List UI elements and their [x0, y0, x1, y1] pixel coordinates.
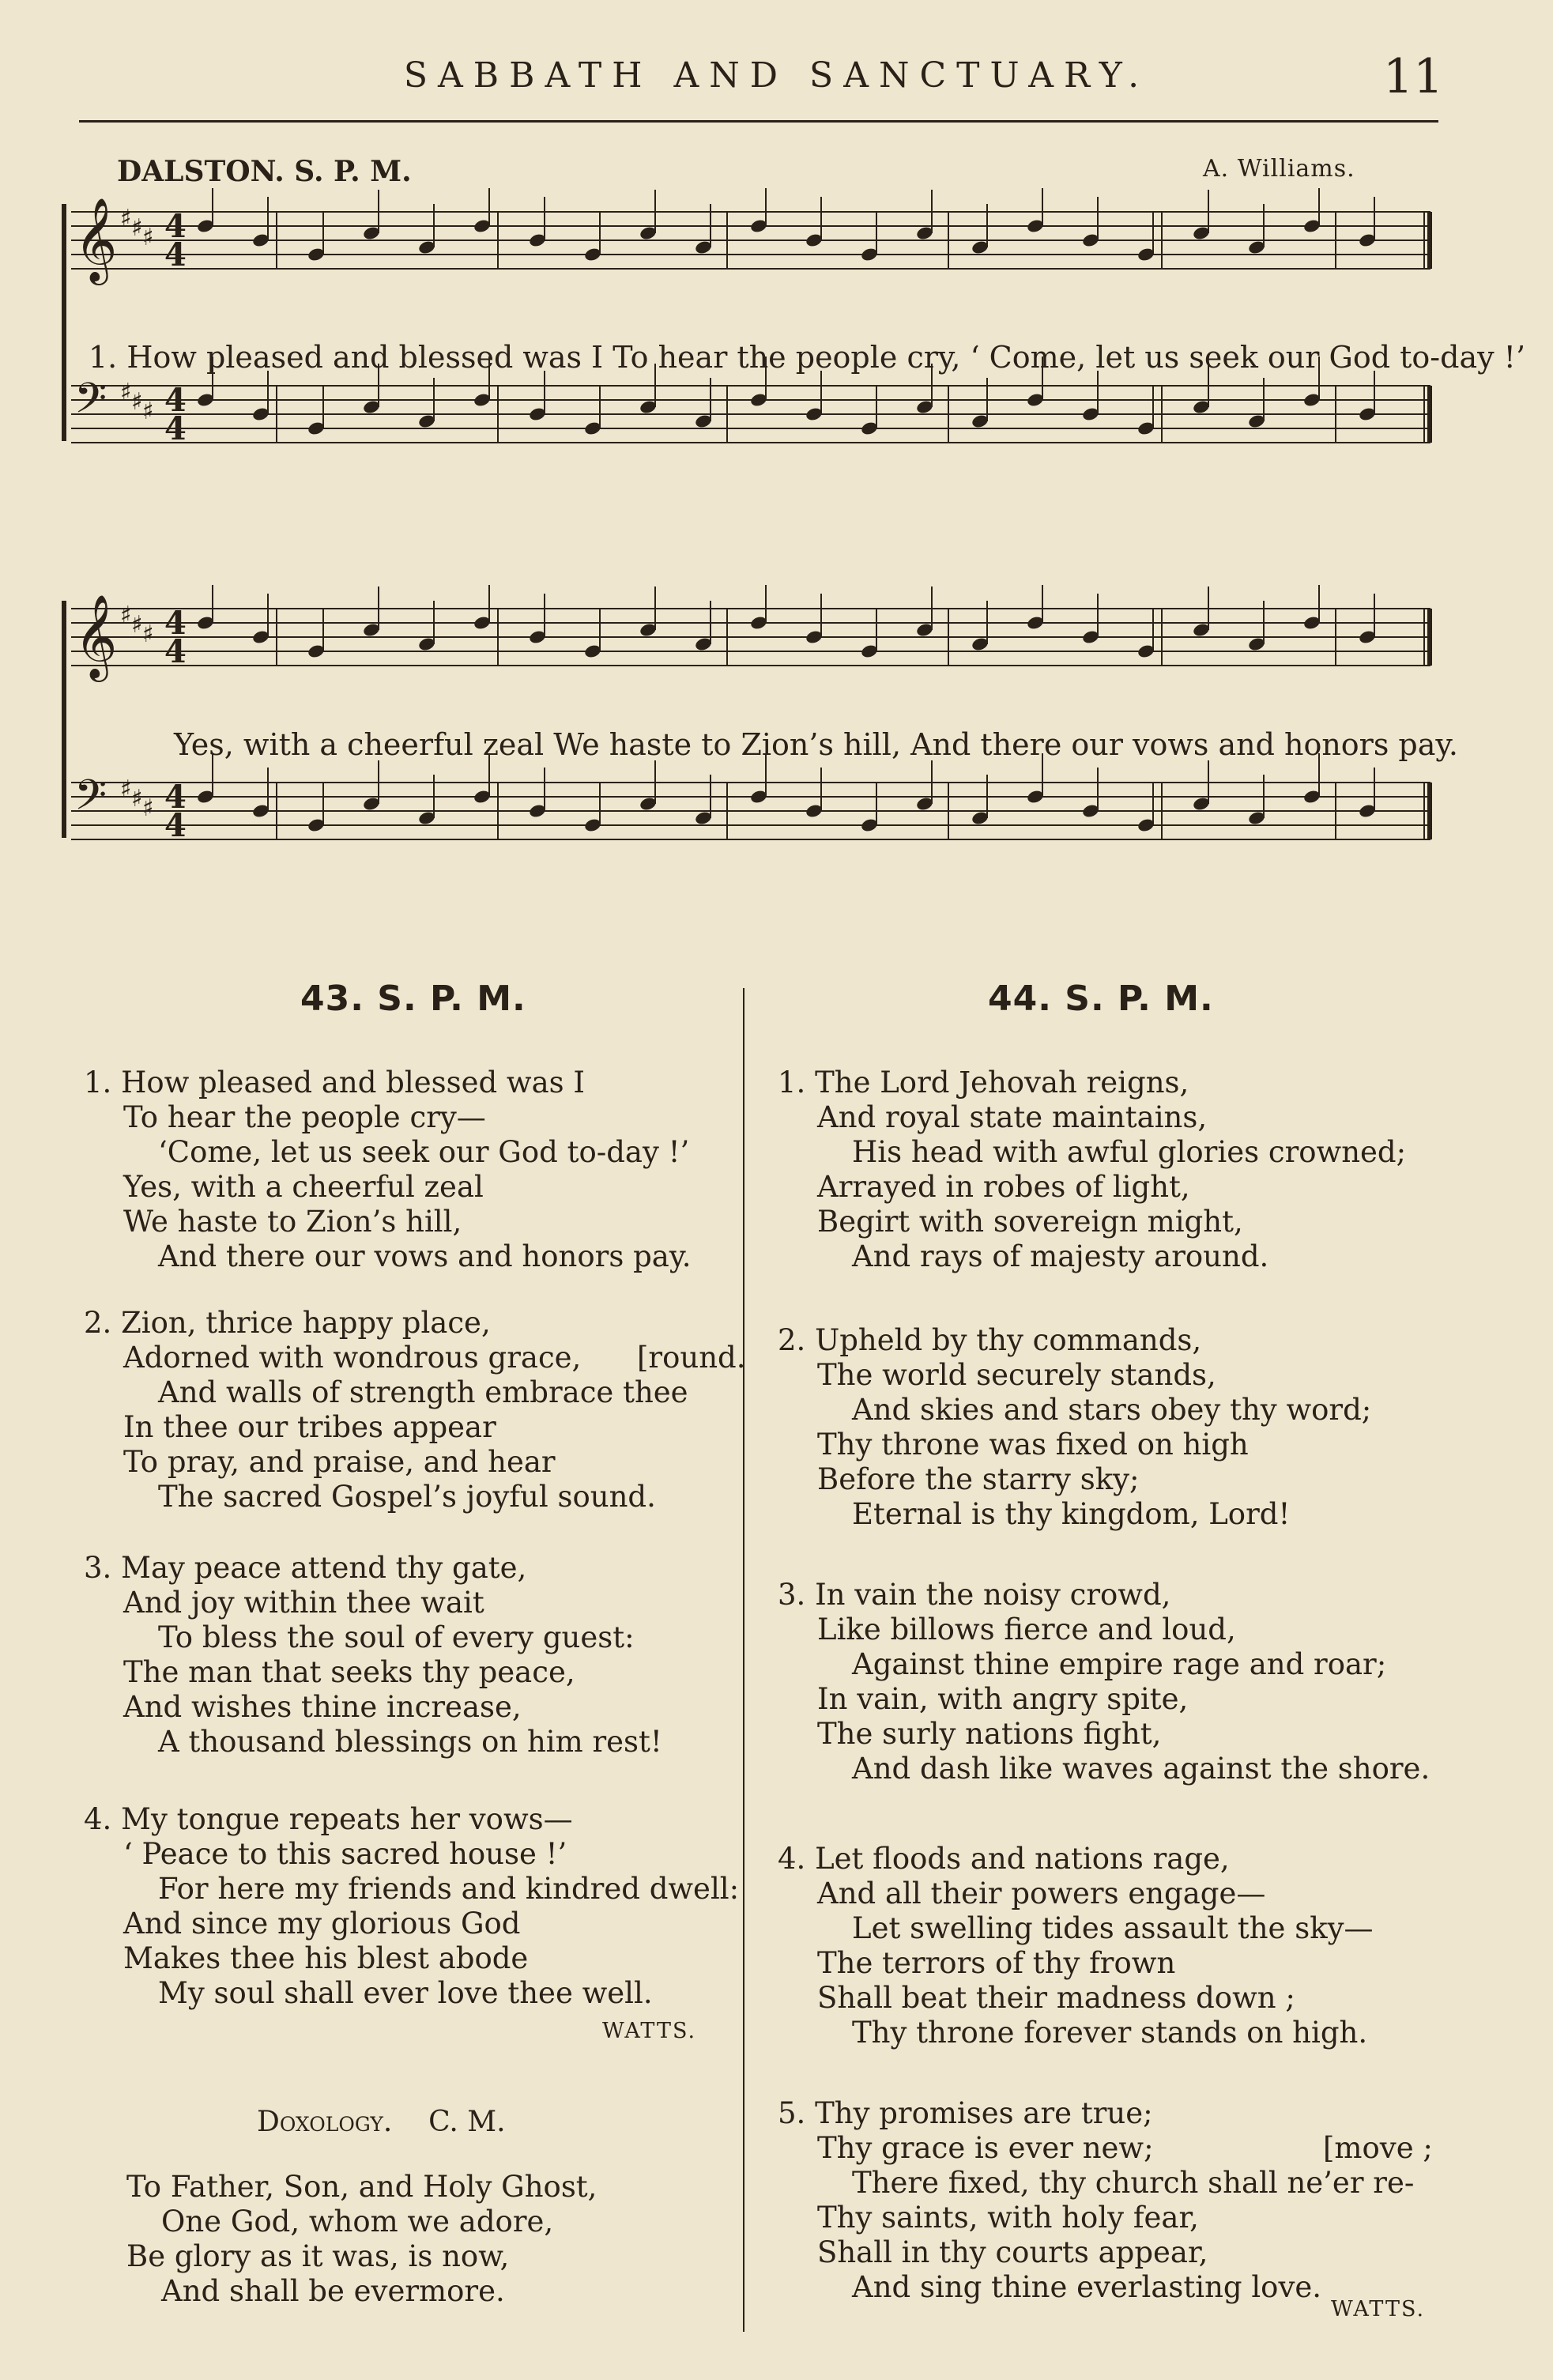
- sharp-icon: ♯: [120, 602, 132, 629]
- sharp-icon: ♯: [120, 205, 132, 232]
- verse-line: 3. In vain the noisy crowd,: [778, 1578, 1171, 1612]
- treble-clef-icon: 𝄞: [74, 594, 118, 678]
- verse-line: To bless the soul of every guest:: [158, 1620, 635, 1654]
- verse-line: And rays of majesty around.: [852, 1239, 1269, 1273]
- verse-line: Thy grace is ever new;: [817, 2131, 1154, 2165]
- verse-line: 3. May peace attend thy gate,: [84, 1551, 527, 1585]
- hymn-44-stanza-1: [778, 1066, 1406, 1274]
- verse-line: In thee our tribes appear: [123, 1410, 496, 1444]
- verse-line: Adorned with wondrous grace,: [123, 1341, 582, 1375]
- verse-line: And joy within thee wait: [123, 1586, 484, 1620]
- verse-line: And shall be evermore.: [161, 2274, 505, 2308]
- verse-line: In vain, with angry spite,: [817, 1682, 1189, 1716]
- sharp-icon: ♯: [120, 379, 132, 406]
- verse-line: One God, whom we adore,: [161, 2205, 554, 2239]
- tune-name: DALSTON. S. P. M.: [117, 155, 412, 188]
- verse-line: 4. My tongue repeats her vows—: [84, 1802, 573, 1836]
- verse-line: And royal state maintains,: [817, 1100, 1208, 1134]
- header-rule: [79, 120, 1438, 123]
- hymn-44-heading: 44. S. P. M.: [988, 979, 1214, 1019]
- verse-line: Arrayed in robes of light,: [817, 1170, 1190, 1204]
- verse-line: The surly nations fight,: [817, 1717, 1162, 1751]
- verse-line: Thy throne was fixed on high: [817, 1428, 1249, 1462]
- sharp-icon: ♯: [142, 224, 154, 251]
- verse-line: There fixed, thy church shall ne’er re-: [852, 2166, 1415, 2200]
- doxology-title: [257, 2106, 506, 2138]
- sharp-icon: ♯: [131, 214, 143, 242]
- running-title: SABBATH AND SANCTUARY.: [403, 55, 1150, 96]
- hymn-44-author: WATTS.: [1331, 2297, 1426, 2322]
- time-signature: 4: [164, 236, 187, 273]
- hymn-44-stanza-4: [778, 1842, 1374, 2050]
- sharp-icon: ♯: [131, 785, 143, 813]
- music-system-2: [55, 585, 1458, 925]
- verse-line: A thousand blessings on him rest!: [158, 1725, 662, 1759]
- verse-line: My soul shall ever love thee well.: [158, 1976, 653, 2010]
- verse-line: We haste to Zion’s hill,: [123, 1205, 462, 1239]
- sharp-icon: ♯: [131, 388, 143, 416]
- verse-line: 2. Upheld by thy commands,: [778, 1323, 1202, 1357]
- bass-clef-icon: 𝄢: [74, 375, 107, 433]
- doxology-meter: C. M.: [428, 2106, 506, 2138]
- doxology-label: Doxology.: [257, 2106, 393, 2138]
- verse-line: Shall in thy courts appear,: [817, 2235, 1208, 2269]
- verse-line: To pray, and praise, and hear: [123, 1445, 556, 1479]
- verse-line: His head with awful glories crowned;: [852, 1135, 1407, 1169]
- verse-line: 4. Let floods and nations rage,: [778, 1842, 1230, 1876]
- time-signature: 4: [164, 410, 187, 447]
- sharp-icon: ♯: [142, 620, 154, 648]
- verse-line: Let swelling tides assault the sky—: [852, 1911, 1374, 1945]
- verse-line: And wishes thine increase,: [123, 1690, 522, 1724]
- verse-line: And sing thine everlasting love.: [852, 2270, 1322, 2304]
- lyrics-line-2: Yes, with a cheerful zeal We haste to Zion’s hill, And there our vows and honors pay.: [174, 727, 1458, 762]
- verse-line: ‘Come, let us seek our God to-day !’: [158, 1135, 690, 1169]
- verse-line: Eternal is thy kingdom, Lord!: [852, 1497, 1291, 1531]
- verse-line: ‘ Peace to this sacred house !’: [123, 1837, 567, 1871]
- sharp-icon: ♯: [120, 775, 132, 803]
- column-divider: [743, 988, 744, 2332]
- final-bar-thick: [1427, 783, 1432, 839]
- time-signature: 4: [164, 807, 187, 844]
- time-signature: 4: [164, 633, 187, 670]
- bracket-turnover: [move ;: [1323, 2131, 1433, 2165]
- verse-line: Against thine empire rage and roar;: [852, 1647, 1387, 1681]
- hymn-43-stanza-3: [84, 1551, 662, 1760]
- verse-line: And walls of strength embrace thee: [158, 1375, 688, 1409]
- hymn-44-stanza-5: [778, 2096, 1433, 2305]
- hymn-44-stanza-3: [778, 1578, 1430, 1786]
- verse-line: Makes thee his blest abode: [123, 1941, 529, 1975]
- verse-line: Shall beat their madness down ;: [817, 1981, 1295, 2015]
- music-system-1: [55, 188, 1526, 520]
- verse-line: Be glory as it was, is now,: [126, 2239, 510, 2273]
- time-signature: 4: [164, 208, 187, 245]
- composer: A. Williams.: [1203, 155, 1355, 183]
- lyrics-line-1: 1. How pleased and blessed was I To hear the people cry, ‘ Come, let us seek our God to-day !’: [89, 340, 1526, 375]
- verse-line: The world securely stands,: [817, 1358, 1216, 1392]
- system-brace: [62, 601, 66, 838]
- verse-line: To Father, Son, and Holy Ghost,: [126, 2170, 597, 2204]
- sharp-icon: ♯: [142, 398, 154, 425]
- hymn-43-stanza-1: [84, 1066, 692, 1274]
- verse-line: For here my friends and kindred dwell:: [158, 1872, 740, 1906]
- bracket-turnover: [round.: [637, 1341, 746, 1375]
- sharp-icon: ♯: [142, 794, 154, 822]
- verse-line: 1. The Lord Jehovah reigns,: [778, 1066, 1189, 1099]
- treble-clef-icon: 𝄞: [74, 197, 118, 281]
- doxology-stanza: [126, 2170, 597, 2309]
- verse-line: Yes, with a cheerful zeal: [123, 1170, 484, 1204]
- hymn-43-heading: 43. S. P. M.: [300, 979, 526, 1019]
- verse-line: The sacred Gospel’s joyful sound.: [158, 1480, 656, 1514]
- verse-line: 2. Zion, thrice happy place,: [84, 1306, 491, 1340]
- sharp-icon: ♯: [131, 611, 143, 639]
- time-signature: 4: [164, 779, 187, 816]
- hymn-43-author: WATTS.: [602, 2019, 697, 2043]
- final-bar-thick: [1427, 386, 1432, 443]
- time-signature: 4: [164, 605, 187, 642]
- hymn-44-stanza-2: [778, 1323, 1371, 1532]
- hymn-43-stanza-4: [84, 1802, 739, 2011]
- verse-line: The terrors of thy frown: [817, 1946, 1176, 1980]
- hymn-43-stanza-2: [84, 1306, 746, 1514]
- verse-line: Begirt with sovereign might,: [817, 1205, 1243, 1239]
- bass-clef-icon: 𝄢: [74, 771, 107, 830]
- time-signature: 4: [164, 382, 187, 419]
- page-number: 11: [1383, 49, 1444, 104]
- final-bar-thick: [1427, 212, 1432, 269]
- verse-line: And dash like waves against the shore.: [852, 1752, 1430, 1786]
- verse-line: And skies and stars obey thy word;: [852, 1393, 1372, 1427]
- verse-line: And all their powers engage—: [817, 1876, 1266, 1910]
- verse-line: 1. How pleased and blessed was I: [84, 1066, 586, 1099]
- system-brace: [62, 204, 66, 441]
- verse-line: The man that seeks thy peace,: [123, 1655, 575, 1689]
- verse-line: Like billows fierce and loud,: [817, 1612, 1236, 1646]
- verse-line: To hear the people cry—: [123, 1100, 486, 1134]
- verse-line: And there our vows and honors pay.: [158, 1239, 692, 1273]
- verse-line: 5. Thy promises are true;: [778, 2096, 1153, 2130]
- verse-line: Thy throne forever stands on high.: [852, 2016, 1368, 2050]
- verse-line: And since my glorious God: [123, 1907, 521, 1941]
- verse-line: Before the starry sky;: [817, 1462, 1140, 1496]
- verse-line: Thy saints, with holy fear,: [817, 2201, 1199, 2235]
- final-bar-thick: [1427, 609, 1432, 666]
